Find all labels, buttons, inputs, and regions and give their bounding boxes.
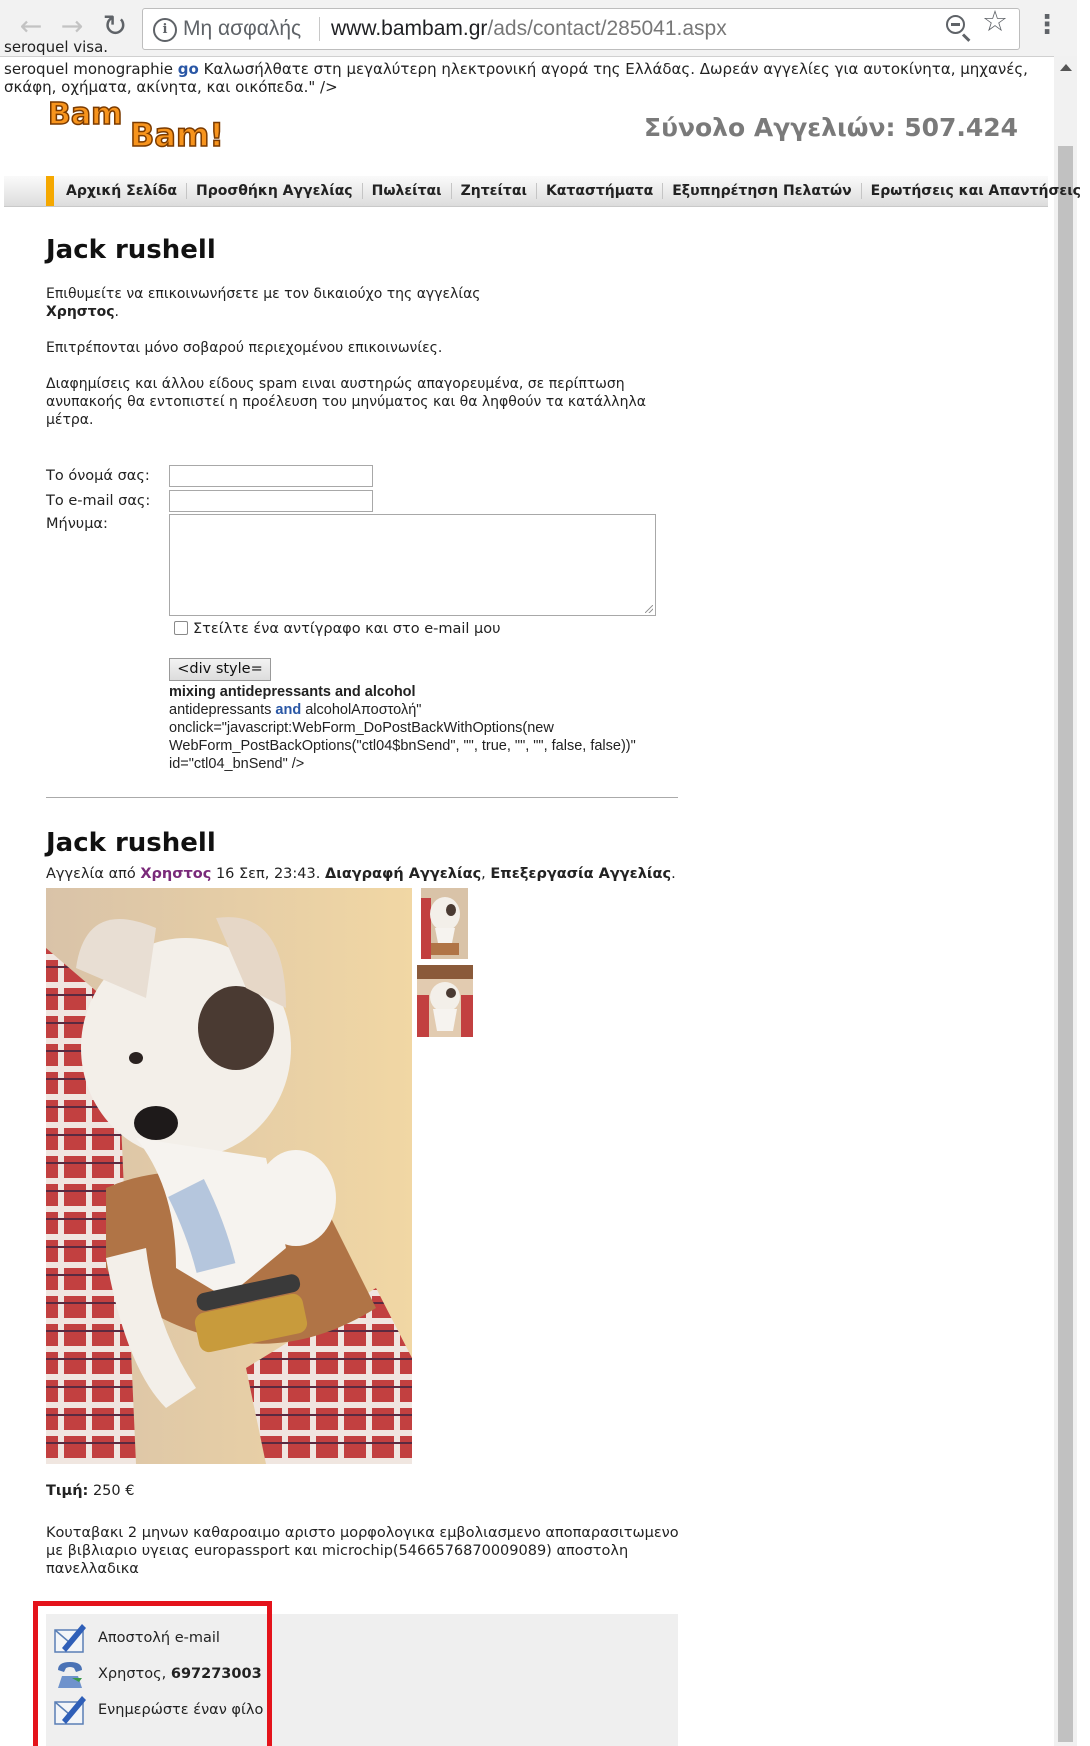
delete-ad-link[interactable]: Διαγραφή Αγγελίας: [324, 866, 482, 882]
nav-customer-service[interactable]: Εξυπηρέτηση Πελατών: [663, 183, 861, 199]
email-input[interactable]: [169, 490, 373, 512]
name-label: Το όνομά σας:: [46, 468, 150, 484]
contact-title: Jack rushell: [46, 235, 216, 265]
contact-note-1: Επιτρέπονται μόνο σοβαρού περιεχομένου επικοινωνίες.: [46, 340, 443, 356]
copy-checkbox-label[interactable]: Στείλτε ένα αντίγραφο και στο e-mail μου: [193, 621, 501, 637]
scrollbar[interactable]: [1054, 56, 1077, 1746]
ad-title: Jack rushell: [46, 828, 216, 858]
edit-ad-link[interactable]: Επεξεργασία Αγγελίας: [490, 866, 672, 882]
send-email-action[interactable]: Αποστολή e-mail: [52, 1620, 220, 1656]
scrollbar-thumb[interactable]: [1058, 146, 1073, 1742]
copy-checkbox[interactable]: [174, 621, 188, 635]
phone-action[interactable]: Χρηστος, 697273003: [52, 1656, 262, 1692]
menu-accent: [46, 176, 54, 206]
ad-main-photo[interactable]: [46, 888, 412, 1464]
logo-text-1: Bam: [48, 97, 123, 132]
total-ads-count: Σύνολο Αγγελιών: 507.424: [644, 113, 1019, 142]
forward-arrow-icon[interactable]: →: [60, 11, 84, 42]
ad-description: Κουταβακι 2 μηνων καθαροαιμο αριστο μορφολογικα εμβολιασμενο αποπαρασιτωμενο με βιβλιαριο υγειας europassport και microchip(546657687000908​9) αποστολη πανελλαδικα: [46, 1525, 679, 1577]
go-link[interactable]: go: [177, 60, 199, 78]
reload-icon[interactable]: ↻: [102, 9, 128, 44]
meta-leak-text: seroquel visa. seroquel monographie go Καλωσήλθατε στη μεγαλύτερη ηλεκτρονική αγορά της Ελλάδας. Δωρεάν αγγελίες για αυτοκίνητα, μηχανές, σκάφη, οχήματα, ακίνητα, και οικόπεδα." />: [4, 38, 1028, 96]
address-bar[interactable]: [142, 8, 1020, 50]
browser-toolbar: [0, 0, 1077, 57]
nav-for-sale[interactable]: Πωλείται: [363, 183, 452, 199]
ad-byline: Αγγελία από Χρηστος 16 Σεπ, 23:43. Διαγραφή Αγγελίας, Επεξεργασία Αγγελίας.: [46, 866, 676, 882]
bambam-logo[interactable]: [46, 96, 270, 154]
contact-intro: Επιθυμείτε να επικοινωνήσετε με τον δικαιούχο της αγγελίας Χρηστος.: [46, 286, 481, 320]
star-icon[interactable]: ☆: [982, 4, 1008, 38]
ad-thumbnail-2[interactable]: [417, 965, 473, 1037]
nav-stores[interactable]: Καταστήματα: [537, 183, 663, 199]
zoom-out-icon[interactable]: [946, 15, 965, 34]
section-divider: [46, 797, 678, 798]
highlight-box: [33, 1601, 272, 1746]
nav-add-ad[interactable]: Προσθήκη Αγγελίας: [187, 183, 363, 199]
leaked-markup-text: mixing antidepressants and alcohol antidepressants and alcoholΑποστολή" onclick="javascript:WebForm_DoPostBackWithOptions(new WebForm_PostBackOptions("ctl04$bnSend", "", true, "", "", false, false))" id="ctl04_bnSend" />: [169, 684, 636, 772]
logo-text-2: Bam!: [130, 116, 224, 154]
ad-thumbnail-1[interactable]: [421, 888, 468, 959]
kebab-menu-icon[interactable]: ⋮: [1034, 10, 1060, 40]
message-label: Μήνυμα:: [46, 516, 108, 532]
nav-faq[interactable]: Ερωτήσεις και Απαντήσεις: [870, 183, 1081, 199]
nav-home[interactable]: Αρχική Σελίδα: [57, 183, 187, 199]
message-textarea[interactable]: [169, 514, 656, 616]
url-text[interactable]: www.bambam.gr/ads/contact/285041.aspx: [331, 17, 727, 40]
send-button[interactable]: <div style=: [169, 658, 271, 681]
back-arrow-icon[interactable]: ←: [19, 11, 43, 42]
tell-friend-action[interactable]: Ενημερώστε έναν φίλο: [52, 1692, 263, 1728]
security-label: Μη ασφαλής: [183, 17, 302, 40]
nav-wanted[interactable]: Ζητείται: [452, 183, 537, 199]
info-icon[interactable]: i: [153, 18, 177, 42]
main-nav: [4, 176, 1081, 207]
name-input[interactable]: [169, 465, 373, 487]
divider: [319, 17, 320, 41]
cut-off-text: seroquel visa.: [4, 38, 109, 56]
ad-price: Τιμή: 250 €: [46, 1483, 135, 1499]
author-link[interactable]: Χρηστος: [140, 866, 212, 882]
email-label: Το e-mail σας:: [46, 493, 151, 509]
contact-note-2: Διαφημίσεις και άλλου είδους spam ειναι αυστηρώς απαγορευμένα, σε περίπτωση ανυπακοής θα εντοπιστεί η προέλευση του μηνύματος και θα ληφθούν τα κατάλληλα μέτρα.: [46, 376, 646, 428]
scroll-up-arrow-icon[interactable]: [1060, 64, 1072, 71]
